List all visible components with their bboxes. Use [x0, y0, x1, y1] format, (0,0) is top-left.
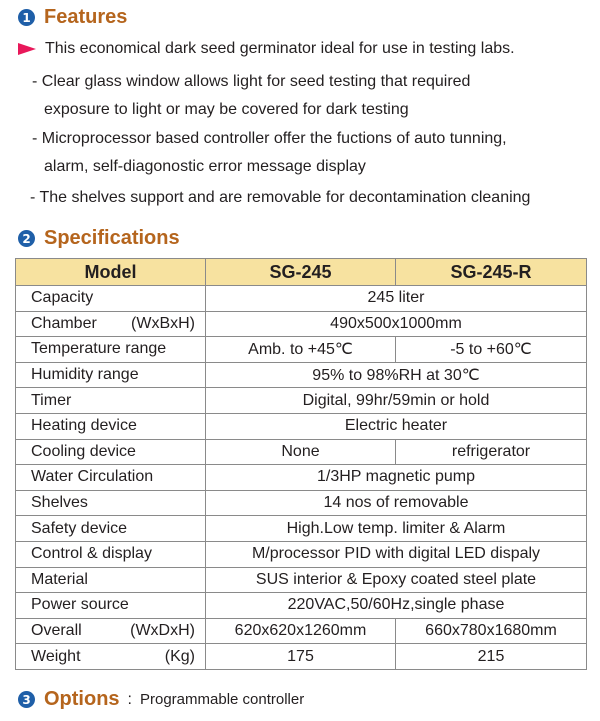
spec-value: Electric heater: [206, 413, 587, 439]
spec-label: [16, 644, 206, 670]
spec-label-unit: (Kg): [164, 647, 195, 665]
options-text: Programmable controller: [140, 691, 305, 708]
spec-value: 220VAC,50/60Hz,single phase: [206, 593, 587, 619]
spec-label-text: Safety device: [31, 519, 128, 537]
spec-label: [16, 439, 206, 465]
spec-value: 1/3HP magnetic pump: [206, 465, 587, 491]
spec-value-sg-245-r: 215: [396, 644, 587, 670]
table-row: [16, 593, 587, 619]
spec-value: M/processor PID with digital LED dispaly: [206, 541, 587, 567]
features-title: Features: [44, 6, 128, 28]
table-row: [16, 337, 587, 363]
spec-label-text: Temperature range: [31, 340, 167, 358]
spec-label: [16, 541, 206, 567]
header-sg-245-r: SG-245-R: [396, 259, 587, 286]
table-header-row: [16, 259, 587, 286]
spec-label: [16, 413, 206, 439]
options-heading: [18, 688, 304, 711]
spec-label: [16, 593, 206, 619]
section-number-badge: 2: [18, 230, 35, 247]
spec-label: [16, 311, 206, 337]
spec-value: 490x500x1000mm: [206, 311, 587, 337]
spec-label-unit: (WxBxH): [131, 314, 195, 332]
spec-value: Digital, 99hr/59min or hold: [206, 388, 587, 414]
spec-label-text: Humidity range: [31, 366, 139, 384]
spec-label: [16, 618, 206, 644]
spec-value-sg-245-r: -5 to +60℃: [396, 337, 587, 363]
table-row: [16, 311, 587, 337]
features-heading: [18, 6, 127, 29]
table-row: [16, 618, 587, 644]
table-row: [16, 286, 587, 312]
features-intro: [18, 40, 515, 58]
spec-value: 95% to 98%RH at 30℃: [206, 362, 587, 388]
spec-label-text: Control & display: [31, 545, 152, 563]
header-model: Model: [16, 259, 206, 286]
header-sg-245: SG-245: [206, 259, 396, 286]
spec-value: 14 nos of removable: [206, 490, 587, 516]
spec-value-sg-245: Amb. to +45℃: [206, 337, 396, 363]
spec-label-text: Heating device: [31, 417, 137, 435]
spec-label: [16, 465, 206, 491]
section-number-badge: 1: [18, 9, 35, 26]
spec-value: High.Low temp. limiter & Alarm: [206, 516, 587, 542]
specifications-heading: [18, 227, 180, 250]
feature-item-cont: alarm, self-diagonostic error message display: [44, 158, 366, 175]
table-row: [16, 465, 587, 491]
spec-label-text: Timer: [31, 391, 72, 409]
spec-label: [16, 337, 206, 363]
spec-label-text: Chamber: [31, 314, 97, 332]
options-colon: :: [127, 690, 132, 708]
spec-label: [16, 362, 206, 388]
spec-label-text: Water Circulation: [31, 468, 154, 486]
spec-label-text: Overall: [31, 622, 82, 640]
spec-value-sg-245: None: [206, 439, 396, 465]
specifications-title: Specifications: [44, 227, 180, 249]
feature-item-cont: exposure to light or may be covered for dark testing: [44, 101, 409, 118]
section-number-badge: 3: [18, 691, 35, 708]
spec-label: [16, 286, 206, 312]
spec-label: [16, 516, 206, 542]
spec-value-sg-245-r: 660x780x1680mm: [396, 618, 587, 644]
spec-label-text: Capacity: [31, 289, 94, 307]
feature-item: - Clear glass window allows light for seed testing that required: [32, 73, 471, 90]
table-row: [16, 413, 587, 439]
spec-value-sg-245: 620x620x1260mm: [206, 618, 396, 644]
spec-label: [16, 567, 206, 593]
spec-label: [16, 388, 206, 414]
arrow-bullet-icon: [18, 43, 36, 55]
table-row: [16, 388, 587, 414]
table-row: [16, 567, 587, 593]
spec-label-text: Weight: [31, 647, 81, 665]
spec-label: [16, 490, 206, 516]
table-row: [16, 362, 587, 388]
spec-label-text: Material: [31, 570, 88, 588]
spec-value: SUS interior & Epoxy coated steel plate: [206, 567, 587, 593]
table-row: [16, 490, 587, 516]
options-title: Options: [44, 688, 120, 710]
feature-item: - The shelves support and are removable for decontamination cleaning: [30, 189, 531, 206]
table-row: [16, 516, 587, 542]
features-intro-text: This economical dark seed germinator ideal for use in testing labs.: [45, 40, 515, 57]
spec-label-text: Shelves: [31, 494, 88, 512]
specifications-table: [15, 258, 587, 670]
feature-item: - Microprocessor based controller offer the fuctions of auto tunning,: [32, 130, 507, 147]
spec-value-sg-245: 175: [206, 644, 396, 670]
table-row: [16, 541, 587, 567]
spec-label-unit: (WxDxH): [130, 622, 195, 640]
spec-label-text: Cooling device: [31, 442, 136, 460]
spec-value-sg-245-r: refrigerator: [396, 439, 587, 465]
spec-value: 245 liter: [206, 286, 587, 312]
table-row: [16, 644, 587, 670]
table-row: [16, 439, 587, 465]
spec-label-text: Power source: [31, 596, 129, 614]
